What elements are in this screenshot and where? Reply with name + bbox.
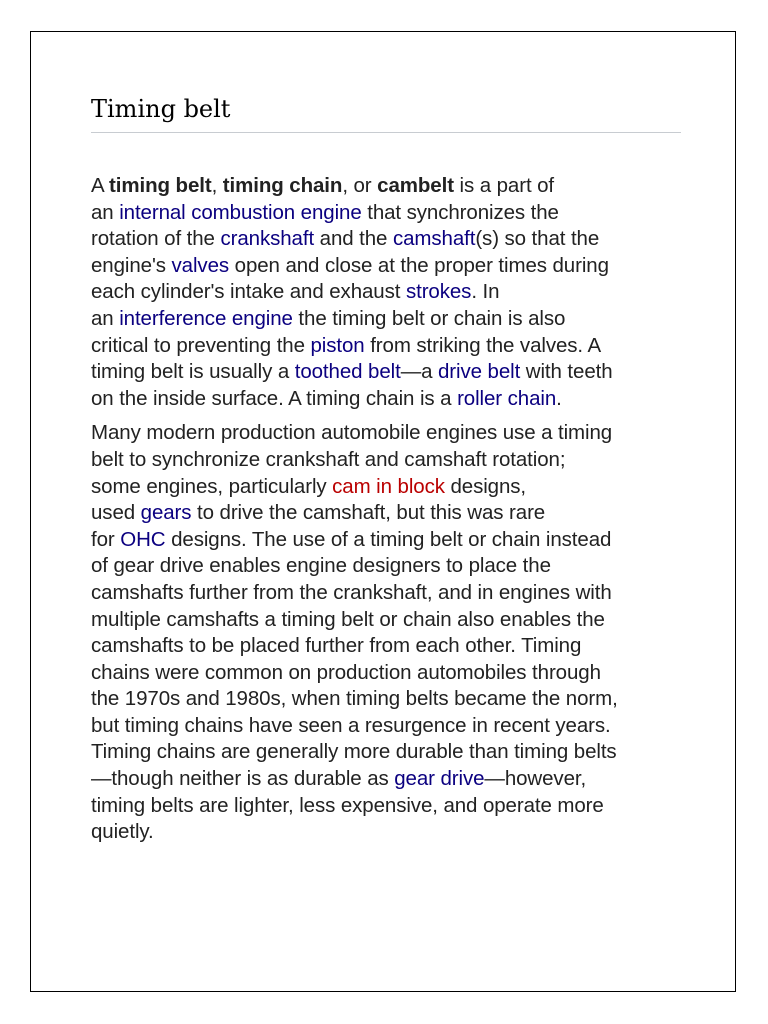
- text-line: the 1970s and 1980s, when timing belts became the norm,: [91, 687, 618, 711]
- text-line: chains were common on production automobiles through: [91, 660, 601, 684]
- text: —though neither is as durable as: [91, 767, 395, 791]
- text: —however,: [484, 767, 587, 791]
- text: from striking the valves. A: [364, 333, 602, 357]
- text-line: multiple camshafts a timing belt or chain also enables the: [91, 607, 605, 631]
- text: for: [91, 527, 121, 551]
- link-internal-combustion-engine[interactable]: internal combustion engine: [119, 200, 362, 224]
- text: used: [91, 501, 141, 525]
- text: A: [91, 174, 110, 197]
- link-ohc[interactable]: OHC: [120, 527, 166, 551]
- paragraph-usage: [91, 420, 681, 846]
- link-gears[interactable]: gears: [140, 501, 192, 525]
- text: open and close at the proper times during: [229, 253, 609, 277]
- text-line: [91, 173, 681, 200]
- text-line: quietly.: [91, 820, 154, 844]
- article: [91, 92, 681, 846]
- text-line: [91, 306, 681, 333]
- text: each cylinder's intake and exhaust: [91, 280, 406, 304]
- text-line: timing belts are lighter, less expensive, and operate more: [91, 793, 604, 817]
- text-line: [91, 226, 681, 253]
- link-gear-drive[interactable]: gear drive: [394, 767, 485, 791]
- link-cam-in-block[interactable]: cam in block: [332, 474, 445, 498]
- text-line: of gear drive enables engine designers to place the: [91, 554, 551, 578]
- text: to drive the camshaft, but this was rare: [191, 501, 546, 525]
- text-line: [91, 333, 681, 360]
- text: critical to preventing the: [91, 333, 311, 357]
- text: rotation of the: [91, 227, 221, 251]
- page-title: Timing belt: [91, 92, 681, 133]
- text: that synchronizes the: [361, 200, 559, 224]
- text: ,: [211, 174, 223, 197]
- text: . In: [471, 280, 500, 304]
- text: designs,: [444, 474, 527, 498]
- link-toothed-belt[interactable]: toothed belt: [294, 360, 401, 384]
- bold-term-timing-belt: timing belt: [109, 174, 212, 197]
- text: , or: [342, 174, 378, 197]
- text: engine's: [91, 253, 172, 277]
- text: (s) so that the: [475, 227, 600, 251]
- document-page: [30, 31, 736, 992]
- bold-term-cambelt: cambelt: [377, 174, 454, 197]
- text-line: [91, 766, 681, 793]
- link-crankshaft[interactable]: crankshaft: [220, 227, 315, 251]
- text-line: [91, 253, 681, 280]
- text: timing belt is usually a: [91, 360, 295, 384]
- text: .: [556, 386, 562, 410]
- text-line: camshafts to be placed further from each other. Timing: [91, 634, 582, 658]
- text: is a part of: [453, 174, 555, 197]
- text: some engines, particularly: [91, 474, 333, 498]
- text-line: [91, 474, 681, 501]
- link-strokes[interactable]: strokes: [405, 280, 472, 304]
- text-line: camshafts further from the crankshaft, and in engines with: [91, 580, 612, 604]
- text-line: [91, 527, 681, 554]
- text: —a: [400, 360, 438, 384]
- text: and the: [314, 227, 393, 251]
- link-valves[interactable]: valves: [171, 253, 230, 277]
- text-line: [91, 359, 681, 386]
- link-roller-chain[interactable]: roller chain: [457, 386, 557, 410]
- text-line: Timing chains are generally more durable than timing belts: [91, 740, 617, 764]
- text-line: [91, 500, 681, 527]
- text-line: but timing chains have seen a resurgence in recent years.: [91, 713, 611, 737]
- paragraph-intro: [91, 173, 681, 412]
- text-line: belt to synchronize crankshaft and camshaft rotation;: [91, 447, 566, 471]
- text-line: [91, 386, 681, 413]
- text-line: Many modern production automobile engines use a timing: [91, 421, 613, 445]
- link-camshaft[interactable]: camshaft: [392, 227, 476, 251]
- text: on the inside surface. A timing chain is a: [91, 386, 458, 410]
- text-line: [91, 200, 681, 227]
- link-interference-engine[interactable]: interference engine: [119, 306, 293, 330]
- text: with teeth: [520, 360, 613, 384]
- text: designs. The use of a timing belt or chain instead: [165, 527, 612, 551]
- text: an: [91, 306, 120, 330]
- text: the timing belt or chain is also: [292, 306, 566, 330]
- text-line: [91, 279, 681, 306]
- link-drive-belt[interactable]: drive belt: [437, 360, 521, 384]
- link-piston[interactable]: piston: [310, 333, 365, 357]
- text: an: [91, 200, 120, 224]
- bold-term-timing-chain: timing chain: [222, 174, 343, 197]
